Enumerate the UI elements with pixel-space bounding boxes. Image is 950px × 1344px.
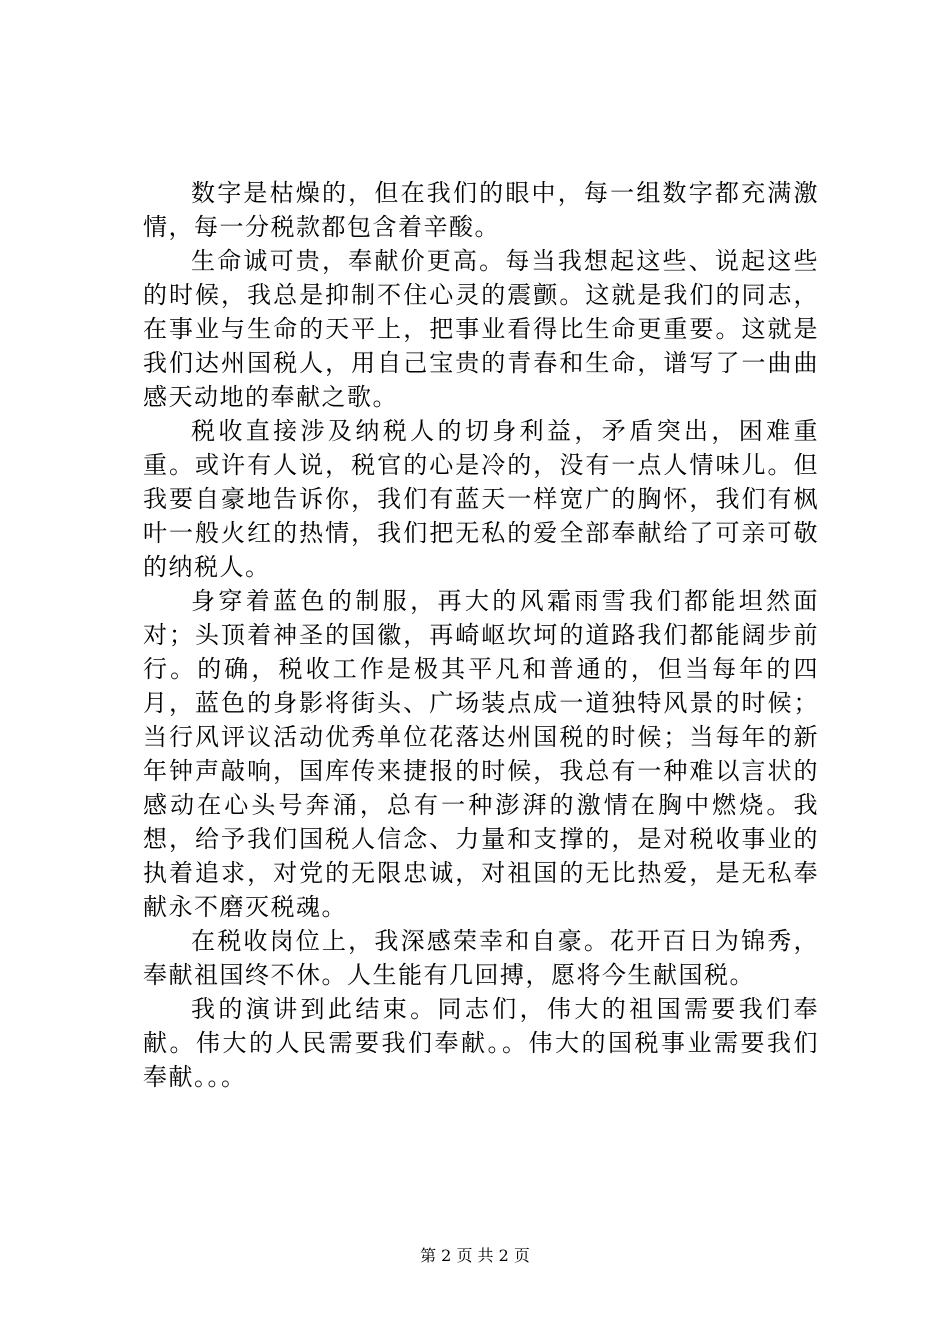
paragraph: 身穿着蓝色的制服，再大的风霜雨雪我们都能坦然面对；头顶着神圣的国徽，再崎岖坎坷的道路我们都能阔步前行。的确，税收工作是极其平凡和普通的，但当每年的四月，蓝色的身影将街头、广场装点成一道独特风景的时候；当行风评议活动优秀单位花落达州国税的时候；当每年的新年钟声敲响，国库传来捷报的时候，我总有一种难以言状的感动在心头号奔涌，总有一种澎湃的激情在胸中燃烧。我想，给予我们国税人信念、力量和支撑的，是对税收事业的执着追求，对党的无限忠诚，对祖国的无比热爱，是无私奉献永不磨灭税魂。 bbox=[143, 587, 819, 921]
paragraph: 我的演讲到此结束。同志们，伟大的祖国需要我们奉献。伟大的人民需要我们奉献。。伟大的国税事业需要我们奉献。。。 bbox=[143, 995, 819, 1091]
paragraph: 生命诚可贵，奉献价更高。每当我想起这些、说起这些的时候，我总是抑制不住心灵的震颤。这就是我们的同志，在事业与生命的天平上，把事业看得比生命更重要。这就是我们达州国税人，用自己宝贵的青春和生命，谱写了一曲曲感天动地的奉献之歌。 bbox=[143, 247, 819, 411]
paragraph: 税收直接涉及纳税人的切身利益，矛盾突出，困难重重。或许有人说，税官的心是冷的，没有一点人情味儿。但我要自豪地告诉你，我们有蓝天一样宽广的胸怀，我们有枫叶一般火红的热情，我们把无私的爱全部奉献给了可亲可敬的纳税人。 bbox=[143, 417, 819, 581]
paragraph: 在税收岗位上，我深感荣幸和自豪。花开百日为锦秀，奉献祖国终不休。人生能有几回搏，愿将今生献国税。 bbox=[143, 927, 819, 989]
document-body bbox=[143, 176, 819, 1094]
paragraph: 数字是枯燥的，但在我们的眼中，每一组数字都充满激情，每一分税款都包含着辛酸。 bbox=[143, 179, 819, 241]
page-footer bbox=[0, 1245, 950, 1267]
page-number: 第 2 页 共 2 页 bbox=[420, 1246, 530, 1265]
